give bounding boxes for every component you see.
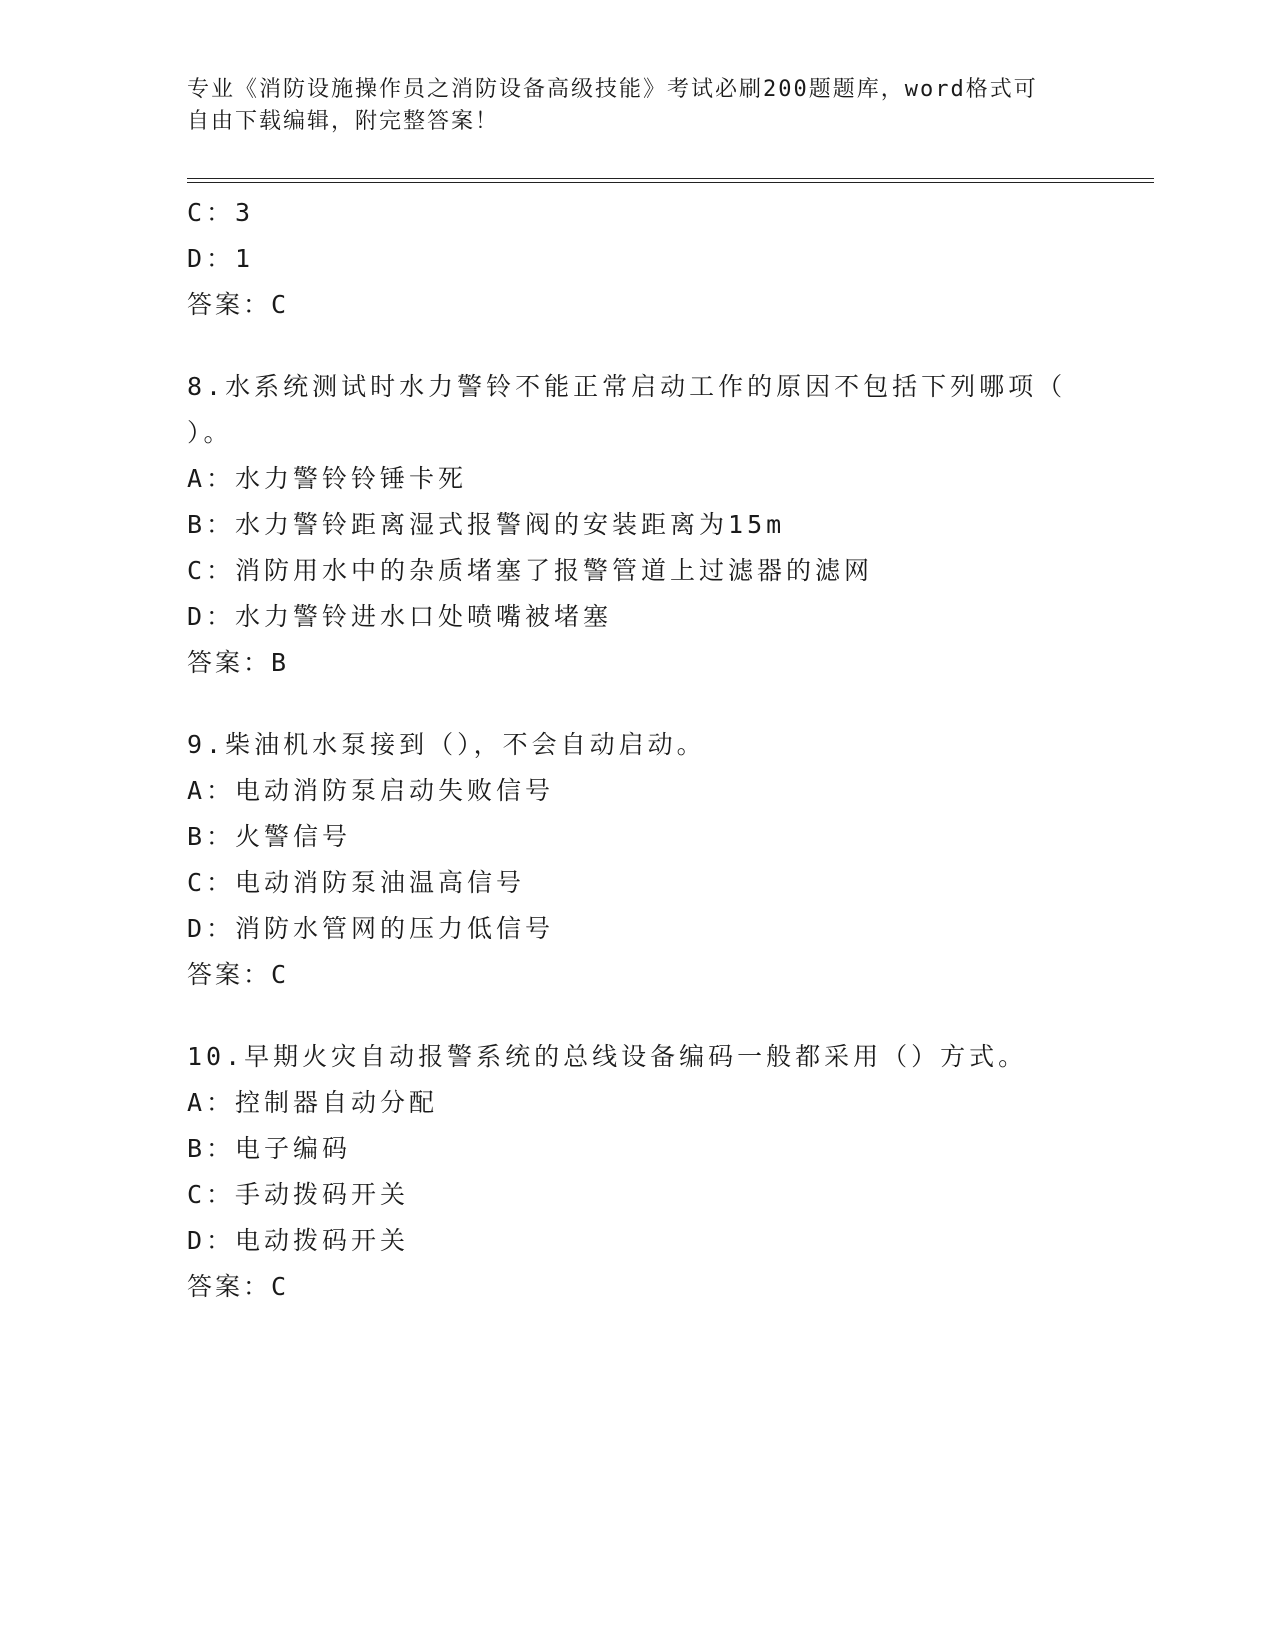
option-d: D：消防水管网的压力低信号 — [187, 914, 555, 943]
option-b: B：火警信号 — [187, 822, 352, 851]
question-block-7 — [187, 190, 1087, 328]
answer-line — [187, 640, 1087, 686]
question-block-8 — [187, 364, 1087, 686]
answer-label: 答案： — [187, 1272, 272, 1301]
answer-value: C — [271, 290, 290, 319]
header-line-2: 自由下载编辑，附完整答案！ — [187, 109, 500, 134]
option-c: C：消防用水中的杂质堵塞了报警管道上过滤器的滤网 — [187, 556, 874, 585]
option-b: B：水力警铃距离湿式报警阀的安装距离为15m — [187, 510, 786, 539]
answer-value: B — [271, 648, 290, 677]
header-line-1: 专业《消防设施操作员之消防设备高级技能》考试必刷200题题库，word格式可 — [187, 77, 1038, 102]
option-a: A：控制器自动分配 — [187, 1088, 439, 1117]
question-block-9 — [187, 722, 1087, 998]
question-stem: 8.水系统测试时水力警铃不能正常启动工作的原因不包括下列哪项（ — [187, 372, 1067, 401]
answer-label: 答案： — [187, 960, 272, 989]
answer-line — [187, 1264, 1087, 1310]
question-stem-continued: ）。 — [187, 418, 233, 447]
question-block-10 — [187, 1034, 1087, 1310]
answer-value: C — [271, 1272, 290, 1301]
answer-value: C — [271, 960, 290, 989]
question-list — [187, 190, 1087, 1310]
document-header — [187, 74, 1087, 138]
option-a: A：电动消防泵启动失败信号 — [187, 776, 555, 805]
question-stem: 10.早期火灾自动报警系统的总线设备编码一般都采用（）方式。 — [187, 1042, 1028, 1071]
option-c: C：电动消防泵油温高信号 — [187, 868, 526, 897]
option-d: D：电动拨码开关 — [187, 1226, 410, 1255]
option-d: D：水力警铃进水口处喷嘴被堵塞 — [187, 602, 613, 631]
question-stem: 9.柴油机水泵接到（），不会自动启动。 — [187, 730, 706, 759]
header-divider — [187, 178, 1154, 183]
option-c: C：3 — [187, 198, 255, 227]
option-d: D：1 — [187, 244, 255, 273]
answer-line — [187, 282, 1087, 328]
option-b: B：电子编码 — [187, 1134, 352, 1163]
option-a: A：水力警铃铃锤卡死 — [187, 464, 468, 493]
answer-label: 答案： — [187, 648, 272, 677]
option-c: C：手动拨码开关 — [187, 1180, 410, 1209]
answer-label: 答案： — [187, 290, 272, 319]
answer-line — [187, 952, 1087, 998]
